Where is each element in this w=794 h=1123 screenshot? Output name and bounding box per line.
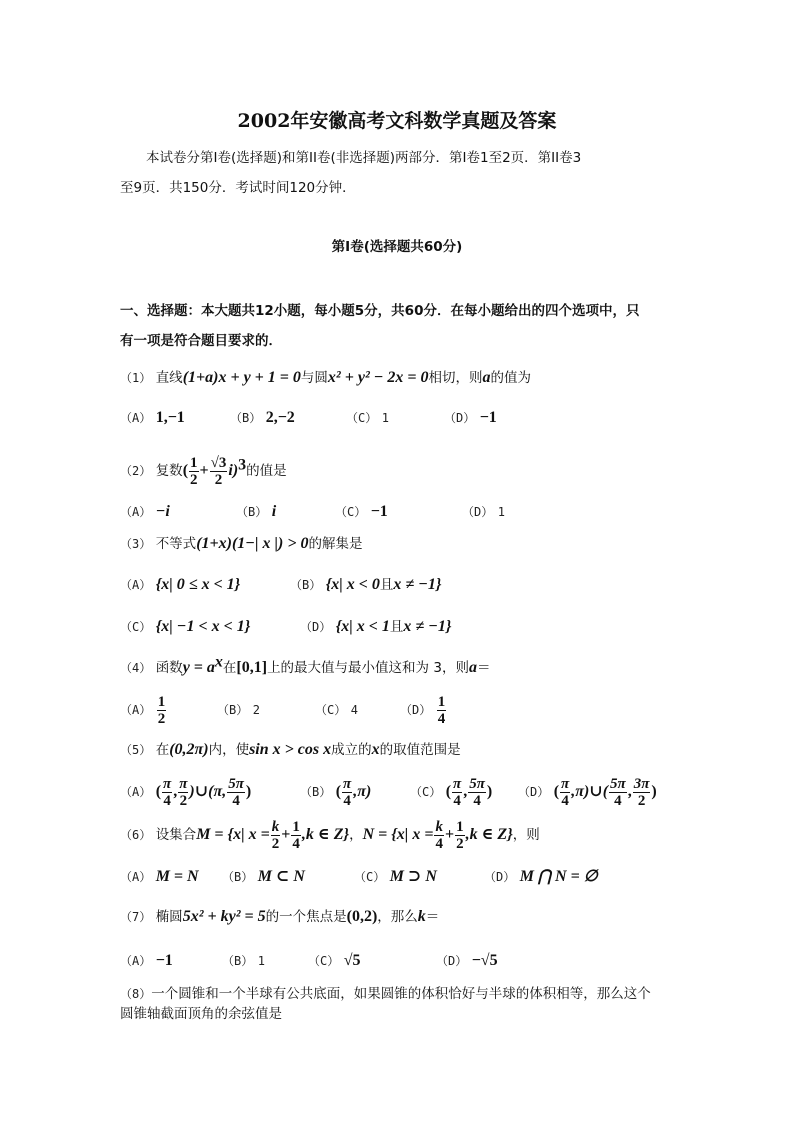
fraction-sqrt3-half: $\frac{√3}{2}$ bbox=[210, 454, 227, 488]
question-4-option-a[interactable]: （A） $\frac{1}{2}$ bbox=[120, 693, 166, 727]
question-5-option-a[interactable]: （A） ( $\frac{\pi}{4}$ , $\frac{\pi}{2}$ )∪(π, $\frac{5\pi}{4}$ ) bbox=[120, 775, 252, 809]
question-3-option-c[interactable]: （C） {x| −1 < x < 1} bbox=[120, 618, 251, 635]
intro-line-1: 本试卷分第Ⅰ卷(选择题)和第II卷(非选择题)两部分．第Ⅰ卷1至2页．第II卷3 bbox=[146, 150, 582, 166]
part-heading-line-1: 一、选择题：本大题共12小题，每小题5分，共60分．在每小题给出的四个选项中，只 bbox=[120, 303, 640, 319]
question-7-option-b[interactable]: （B） 1 bbox=[222, 954, 265, 968]
question-3-option-d[interactable]: （D） {x| x < 1且x ≠ −1} bbox=[300, 618, 452, 635]
question-8-stem-line-1: （8）一个圆锥和一个半球有公共底面，如果圆锥的体积恰好与半球的体积相等，那么这个 bbox=[120, 986, 651, 1002]
question-5-stem: （5） 在(0,2π)内，使sin x > cos x成立的x的取值范围是 bbox=[120, 741, 461, 758]
question-6-option-c[interactable]: （C） M ⊃ N bbox=[354, 868, 437, 885]
question-2-option-b[interactable]: （B） i bbox=[236, 503, 277, 520]
question-2-option-d[interactable]: （D） 1 bbox=[462, 505, 505, 519]
question-2-stem: （2） 复数( $\frac{1}{2}$ + $\frac{√3}{2}$ i)$^3$的值是 bbox=[120, 454, 287, 488]
part-heading-line-2: 有一项是符合题目要求的． bbox=[120, 333, 282, 349]
question-2-option-a[interactable]: （A） −i bbox=[120, 503, 170, 520]
intro-line-2: 至9页．共150分．考试时间120分钟． bbox=[120, 180, 356, 196]
question-8-stem-line-2: 圆锥轴截面顶角的余弦值是 bbox=[120, 1006, 282, 1022]
fraction-one-half: $\frac{1}{2}$ bbox=[190, 454, 198, 488]
question-3-option-b[interactable]: （B） {x| x < 0且x ≠ −1} bbox=[290, 576, 442, 593]
question-4-option-b[interactable]: （B） 2 bbox=[217, 703, 260, 717]
question-3-option-a[interactable]: （A） {x| 0 ≤ x < 1} bbox=[120, 576, 241, 593]
question-4-stem: （4） 函数$y = a^x$在[0,1]上的最大值与最小值这和为 3，则a＝ bbox=[120, 653, 491, 676]
question-7-option-c[interactable]: （C） √5 bbox=[308, 952, 361, 969]
question-7-option-a[interactable]: （A） −1 bbox=[120, 952, 173, 969]
question-6-stem: （6） 设集合M = {x| x = $\frac{k}{2}$ + $\frac{1}{4}$ ,k ∈ Z}，N = {x| x = $\frac{k}{4}$ + $\frac{1}{2}$ ,k ∈ Z}，则 bbox=[120, 818, 540, 852]
page-title: 2002年安徽高考文科数学真题及答案 bbox=[237, 110, 557, 132]
question-6-option-a[interactable]: （A） M = N bbox=[120, 868, 199, 885]
question-5-option-b[interactable]: （B） ( $\frac{\pi}{4}$ ,π) bbox=[300, 775, 372, 809]
question-1-option-a[interactable]: （A） 1,−1 bbox=[120, 409, 185, 426]
question-5-option-d[interactable]: （D） ( $\frac{\pi}{4}$ ,π)∪( $\frac{5\pi}{4}$ , $\frac{3\pi}{2}$ ) bbox=[518, 775, 657, 809]
question-6-option-b[interactable]: （B） M ⊂ N bbox=[222, 868, 305, 885]
question-5-option-c[interactable]: （C） ( $\frac{\pi}{4}$ , $\frac{5\pi}{4}$ ) bbox=[410, 775, 493, 809]
question-1-option-c[interactable]: （C） 1 bbox=[346, 411, 389, 425]
question-4-option-c[interactable]: （C） 4 bbox=[315, 703, 358, 717]
question-2-option-c[interactable]: （C） −1 bbox=[335, 503, 388, 520]
section-heading: 第Ⅰ卷(选择题共60分) bbox=[331, 239, 463, 255]
question-7-stem: （7） 椭圆5x² + ky² = 5的一个焦点是(0,2)，那么k＝ bbox=[120, 908, 440, 925]
question-6-option-d[interactable]: （D） M ⋂ N = ∅ bbox=[484, 868, 598, 885]
question-1-option-b[interactable]: （B） 2,−2 bbox=[230, 409, 295, 426]
question-3-stem: （3） 不等式(1+x)(1−| x |) > 0的解集是 bbox=[120, 535, 363, 552]
question-1-option-d[interactable]: （D） −1 bbox=[444, 409, 497, 426]
question-1-stem: （1） 直线(1+a)x + y + 1 = 0与圆x² + y² − 2x = 0相切，则a的值为 bbox=[120, 369, 532, 386]
question-7-option-d[interactable]: （D） −√5 bbox=[436, 952, 498, 969]
question-4-option-d[interactable]: （D） $\frac{1}{4}$ bbox=[400, 693, 446, 727]
